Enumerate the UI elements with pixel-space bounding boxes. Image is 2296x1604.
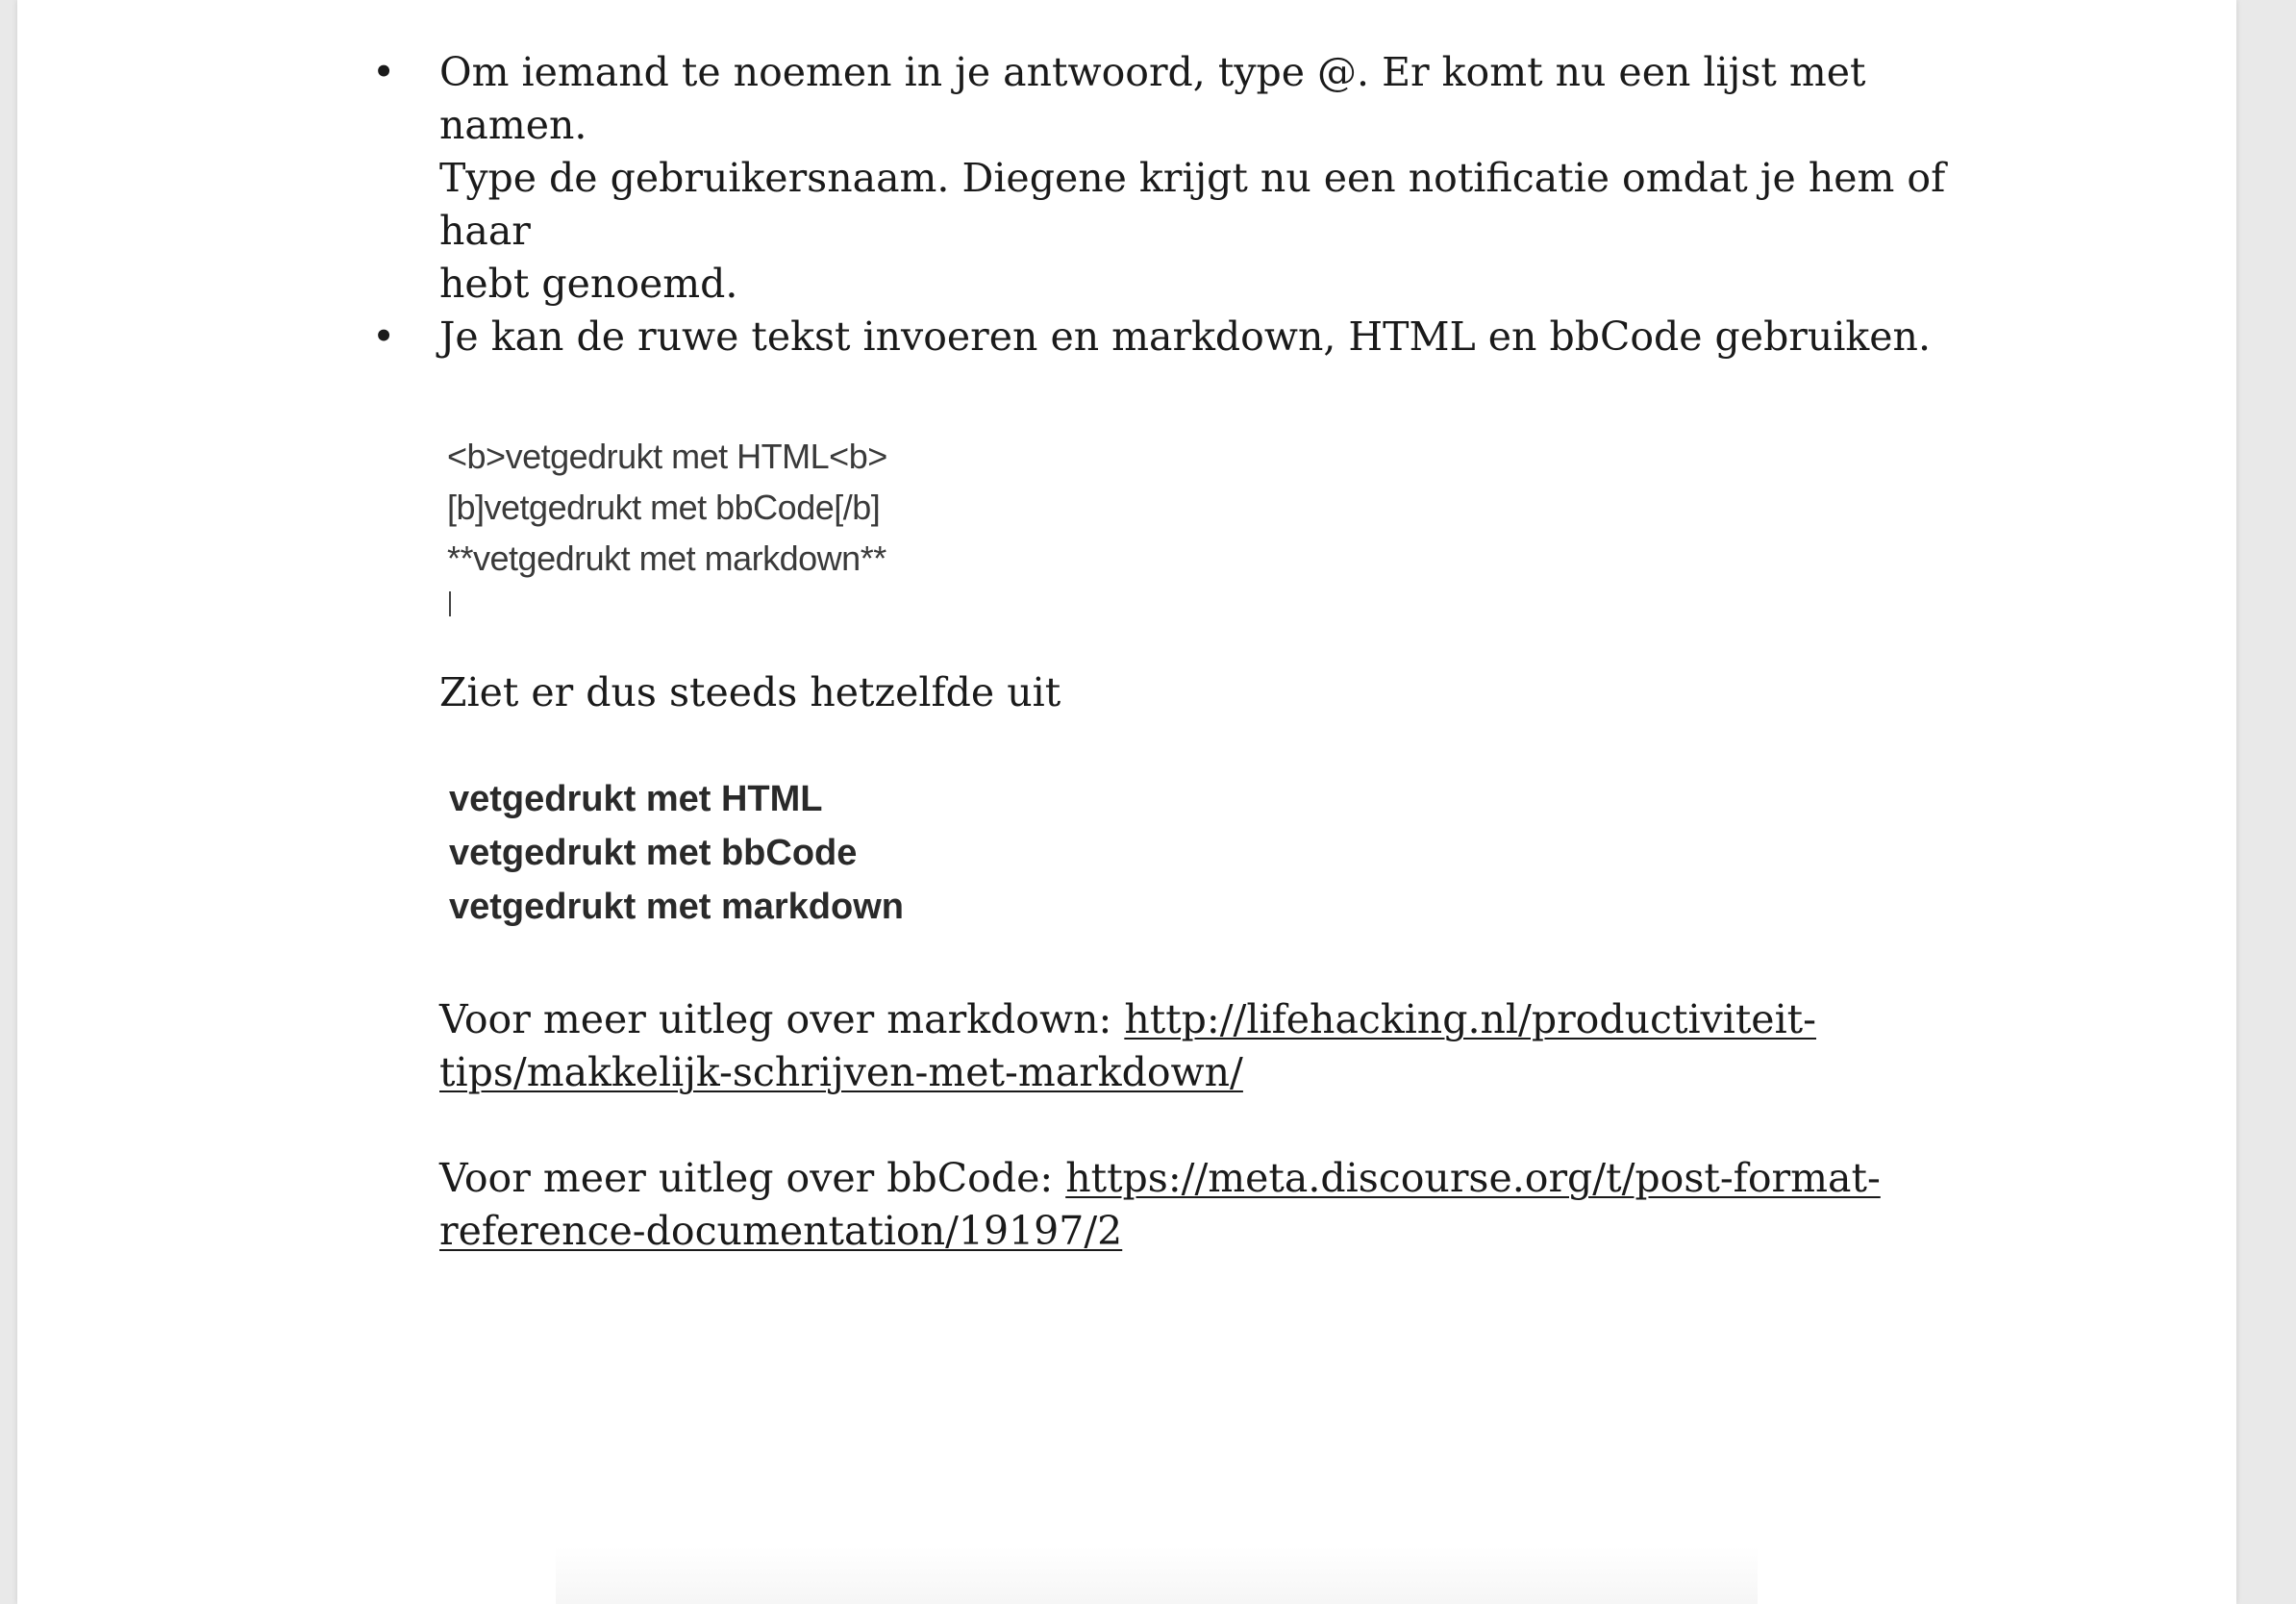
bullet-icon: •	[372, 49, 396, 95]
result-intro: Ziet er dus steeds hetzelfde uit	[439, 669, 1061, 715]
document-page	[17, 0, 2236, 1604]
page-bottom-shade	[556, 1546, 1758, 1604]
markdown-reference-prefix: Voor meer uitleg over markdown:	[439, 996, 1125, 1042]
text-cursor-icon	[449, 591, 451, 616]
bullet-line: Type de gebruikersnaam. Diegene krijgt nu een notificatie omdat je hem of haar	[439, 155, 1946, 254]
bullet-line: Om iemand te noemen in je antwoord, type @. Er komt nu een lijst met namen.	[439, 49, 1866, 148]
bullet-item-mention	[359, 46, 2012, 311]
markdown-link-part2[interactable]: tips/makkelijk-schrijven-met-markdown/	[439, 1049, 1243, 1095]
raw-markup-screenshot	[439, 431, 2012, 616]
rendered-markdown-line: vetgedrukt met markdown	[449, 887, 904, 927]
bullet-list	[359, 46, 2012, 363]
rendered-html-line: vetgedrukt met HTML	[449, 779, 823, 819]
rendered-bold-screenshot	[439, 772, 2012, 934]
bullet-line: Je kan de ruwe tekst invoeren en markdown, HTML en bbCode gebruiken.	[439, 313, 1931, 360]
raw-markdown-line: **vetgedrukt met markdown**	[447, 539, 886, 578]
markdown-reference	[439, 993, 2012, 1099]
bbcode-reference	[439, 1152, 2012, 1258]
markdown-link-part1[interactable]: http://lifehacking.nl/productiviteit-	[1124, 996, 1817, 1042]
raw-html-line: <b>vetgedrukt met HTML<b>	[447, 437, 887, 476]
bullet-line: hebt genoemd.	[439, 261, 738, 307]
page-content	[359, 46, 2012, 1258]
bbcode-reference-prefix: Voor meer uitleg over bbCode:	[439, 1155, 1066, 1201]
bbcode-link-part1[interactable]: https://meta.discourse.org/t/post-format-	[1065, 1155, 1881, 1201]
raw-bbcode-line: [b]vetgedrukt met bbCode[/b]	[447, 488, 881, 527]
bullet-item-formatting	[359, 311, 2012, 363]
bullet-icon: •	[372, 313, 396, 360]
rendered-bbcode-line: vetgedrukt met bbCode	[449, 833, 858, 873]
bbcode-link-part2[interactable]: reference-documentation/19197/2	[439, 1208, 1123, 1254]
